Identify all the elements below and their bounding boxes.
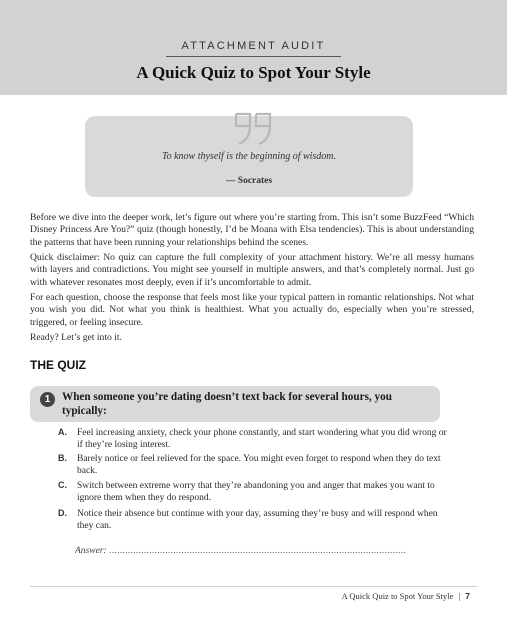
epigraph-author: — Socrates [225,176,273,186]
intro-paragraph: Ready? Let’s get into it. [30,332,122,343]
quotation-marks-icon [232,108,276,148]
kicker-divider [166,56,341,57]
option-letter: A. [58,427,67,437]
option-letter: C. [58,480,67,490]
page-footer [342,591,470,601]
answer-line[interactable] [75,546,455,556]
option-text: Switch between extreme worry that they’re abandoning you and anger that makes you want to ignore them when they do respond. [77,481,435,504]
section-heading: THE QUIZ [30,358,86,372]
running-title: A Quick Quiz to Spot Your Style [341,591,454,601]
question-number-badge: 1 [40,392,55,407]
option-text: Notice their absence but continue with your day, assuming they’re busy and will respond when they can. [77,509,438,532]
option-text: Barely notice or feel relieved for the space. You might even forget to respond when they do text back. [77,454,441,477]
intro-paragraph: Before we dive into the deeper work, let’s figure out where you’re starting from. This isn’t some BuzzFeed “Which Disney Princess Are You?” quiz (though honestly, I’d be Moana with Elsa tendencies). This is about understanding the patterns that have been running your relationships behind the scenes. [30,212,474,248]
page-number: 7 [465,591,470,601]
intro-paragraph: Quick disclaimer: No quiz can capture the full complexity of your attachment history. We’re all messy humans with layers and contradictions. You might see yourself in multiple answers, and that’s completely normal. Just go with whatever resonates most deeply, even if it’s uncomfortable to admit. [30,252,474,288]
option-letter: D. [58,508,67,518]
footer-divider [30,586,477,587]
option-letter: B. [58,453,67,463]
answer-blank: ............................................................................................................... [109,546,406,556]
option-text: Feel increasing anxiety, check your phone constantly, and start wondering what you did wrong or if they’re losing interest. [77,428,447,451]
intro-paragraph: For each question, choose the response that feels most like your typical pattern in romantic relationships. Not what you wish you did. Not what you think is healthiest. What you actually do, especially when you’re stressed, triggered, or feeling insecure. [30,292,474,328]
footer-separator: | [458,591,461,601]
chapter-kicker: ATTACHMENT AUDIT [181,40,326,52]
question-text: When someone you’re dating doesn’t text back for several hours, you typically: [62,391,392,417]
answer-label: Answer: [75,546,107,556]
chapter-title: A Quick Quiz to Spot Your Style [136,63,371,82]
epigraph-text: To know thyself is the beginning of wisdom. [161,151,337,162]
